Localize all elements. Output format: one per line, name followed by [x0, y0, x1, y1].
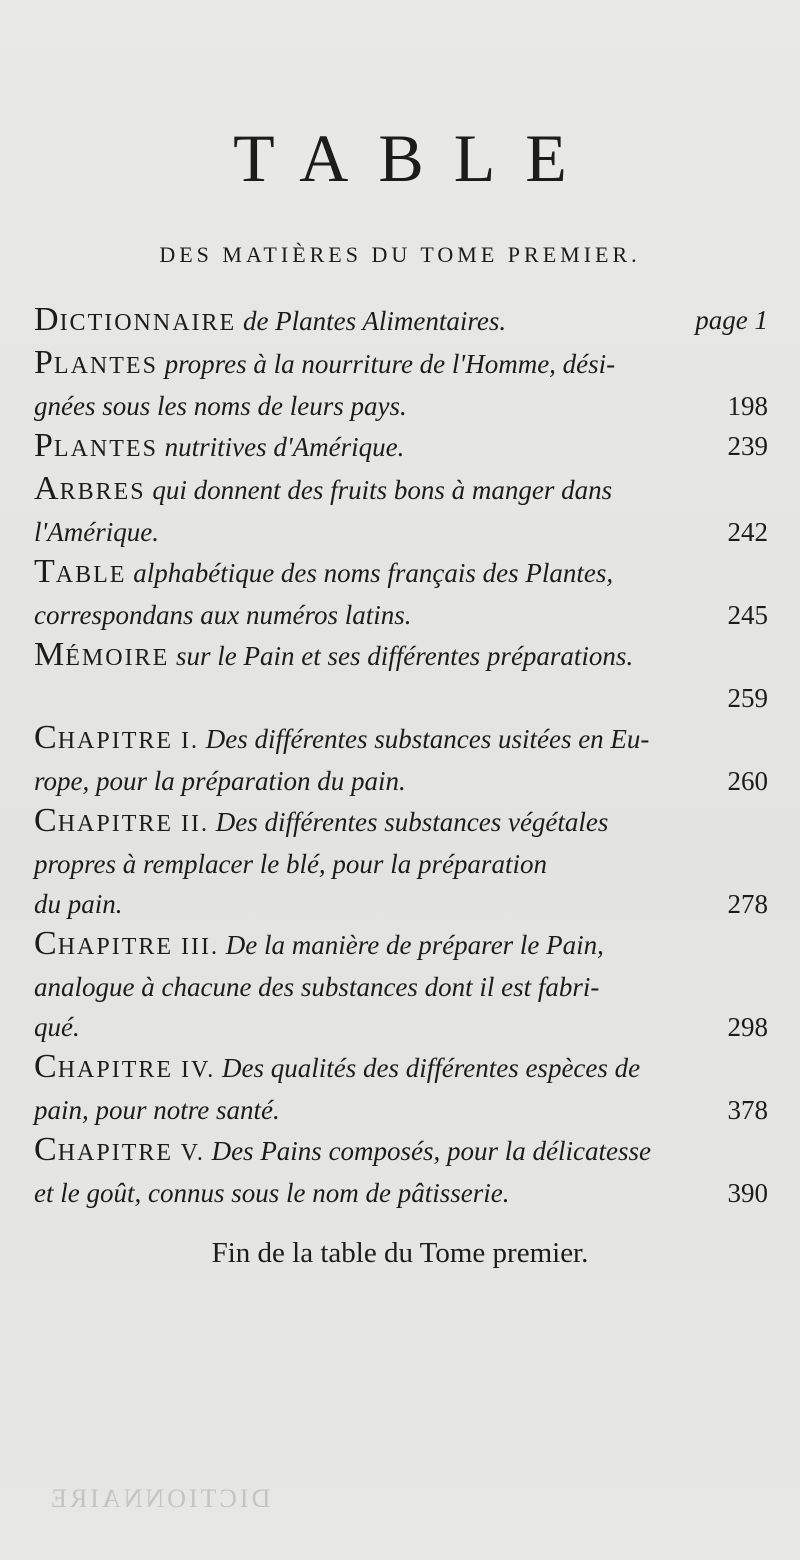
bleed-through-text: DICTIONNAIRE — [48, 1484, 271, 1513]
toc-entry-dictionnaire — [34, 300, 768, 343]
toc-entry-lead: MÉMOIRE — [34, 636, 170, 673]
toc-entry-text: De la manière de préparer le Pain, — [219, 930, 604, 960]
toc-entry-text-cont: du pain. — [34, 889, 123, 919]
toc-entry-chapitre-5 — [34, 1130, 768, 1213]
toc-entry-text: Des Pains composés, pour la délicatesse — [204, 1136, 652, 1166]
page-subtitle: DES MATIÈRES DU TOME PREMIER. — [159, 242, 641, 267]
toc-page-number: 378 — [727, 1095, 768, 1125]
toc-entry-text: alphabétique des noms français des Plantes, — [126, 558, 614, 588]
toc-entry-text-cont: qué. — [34, 1012, 80, 1042]
toc-entry-chapitre-4 — [34, 1047, 768, 1130]
page-title: TABLE — [233, 120, 597, 196]
end-of-table-note: Fin de la table du Tome premier. — [211, 1237, 589, 1269]
toc-entry-lead: ARBRES — [34, 470, 146, 507]
table-of-contents — [34, 300, 768, 1213]
toc-entry-text: nutritives d'Amérique. — [157, 432, 405, 462]
toc-entry-lead: PLANTES — [34, 427, 158, 464]
toc-page-number: 198 — [727, 391, 768, 421]
toc-entry-plantes-amerique — [34, 426, 768, 469]
toc-entry-lead: DICTIONNAIRE — [34, 301, 237, 338]
toc-entry-chapitre-1 — [34, 718, 768, 801]
toc-entry-text: propres à la nourriture de l'Homme, dési- — [157, 349, 616, 379]
toc-entry-lead: CHAPITRE V. — [34, 1131, 205, 1168]
toc-page-number: 298 — [727, 1012, 768, 1042]
toc-entry-text-cont: pain, pour notre santé. — [34, 1095, 280, 1125]
toc-entry-text: Des différentes substances végétales — [209, 807, 609, 837]
toc-entry-lead: CHAPITRE II. — [34, 802, 210, 839]
toc-entry-arbres — [34, 469, 768, 552]
toc-entry-plantes-nourriture — [34, 343, 768, 426]
toc-entry-text: sur le Pain et ses différentes préparations. — [169, 641, 634, 671]
toc-entry-text: de Plantes Alimentaires. — [236, 306, 507, 336]
toc-entry-chapitre-2 — [34, 801, 768, 924]
toc-entry-text-cont: analogue à chacune des substances dont il est fabri- — [34, 972, 600, 1002]
toc-entry-text-cont: rope, pour la préparation du pain. — [34, 766, 406, 796]
toc-entry-text-cont: gnées sous les noms de leurs pays. — [34, 391, 407, 421]
toc-entry-text-cont: propres à remplacer le blé, pour la préparation — [34, 849, 547, 879]
toc-entry-text-cont: l'Amérique. — [34, 517, 159, 547]
toc-page-number: 245 — [727, 600, 768, 630]
toc-entry-lead: TABLE — [34, 553, 127, 590]
toc-entry-lead: CHAPITRE IV. — [34, 1048, 216, 1085]
toc-page-number: page 1 — [695, 305, 768, 335]
toc-page-number: 259 — [727, 683, 768, 713]
toc-entry-text: Des qualités des différentes espèces de — [215, 1053, 641, 1083]
toc-page-number: 239 — [727, 431, 768, 461]
toc-entry-chapitre-3 — [34, 924, 768, 1047]
toc-entry-lead: PLANTES — [34, 344, 158, 381]
toc-entry-text-cont: correspondans aux numéros latins. — [34, 600, 412, 630]
toc-entry-memoire — [34, 635, 768, 718]
toc-entry-text-cont: et le goût, connus sous le nom de pâtisserie. — [34, 1178, 510, 1208]
toc-entry-table-alphabetique — [34, 552, 768, 635]
toc-page-number: 390 — [727, 1178, 768, 1208]
toc-page-number: 260 — [727, 766, 768, 796]
toc-entry-lead: CHAPITRE I. — [34, 719, 200, 756]
toc-page-number: 278 — [727, 889, 768, 919]
toc-page-number: 242 — [727, 517, 768, 547]
toc-entry-text: qui donnent des fruits bons à manger dans — [145, 475, 613, 505]
toc-entry-lead: CHAPITRE III. — [34, 925, 219, 962]
toc-entry-text: Des différentes substances usitées en Eu- — [199, 724, 650, 754]
